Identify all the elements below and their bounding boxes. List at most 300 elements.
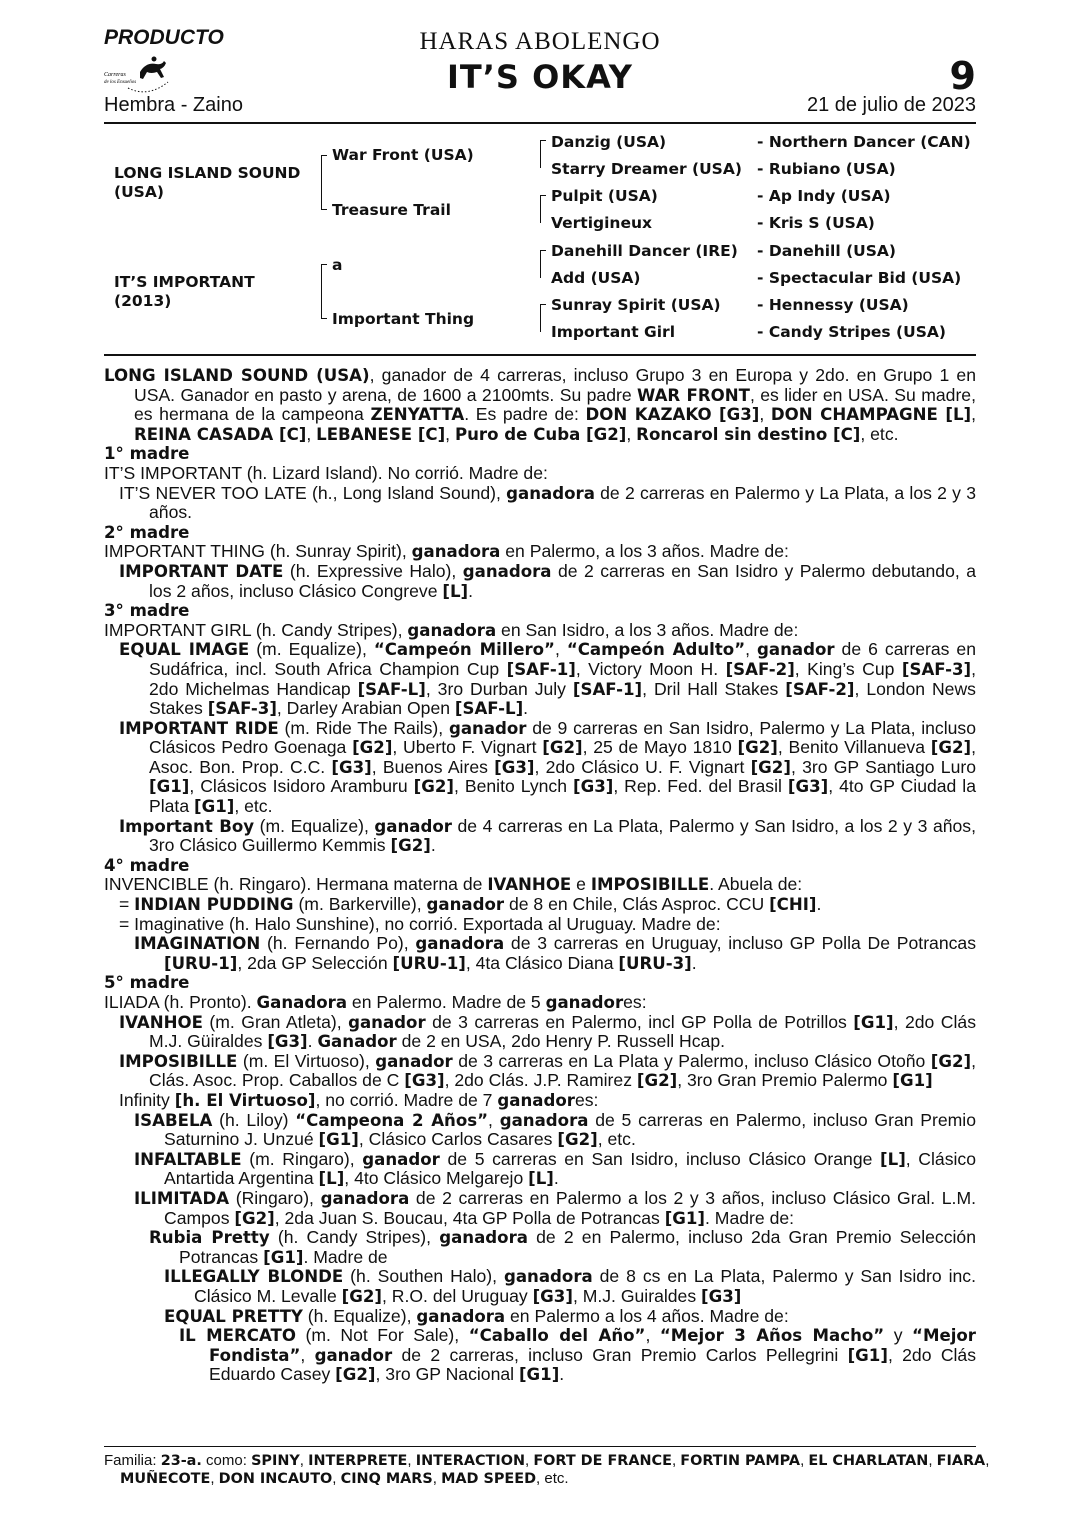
dam-entry	[104, 542, 976, 562]
horse-name: IT’S OKAY	[447, 58, 633, 96]
text-run: y	[884, 1325, 913, 1346]
bold-text-run: ganadora	[415, 934, 505, 954]
text-run: , etc.	[597, 1129, 636, 1150]
bold-text-run: ganador	[426, 895, 505, 915]
gen3-ancestor: Starry Dreamer (USA)	[551, 160, 742, 178]
text-run: (h. Expressive Halo),	[283, 560, 463, 581]
bold-text-run: ganador	[448, 718, 527, 738]
bold-text-run: IMAGINATION	[134, 934, 261, 954]
bold-text-run: [L]	[318, 1169, 345, 1189]
gen3-ancestor: Important Girl	[551, 323, 676, 341]
text-run: en Palermo, a los 3 años. Madre de:	[500, 541, 789, 562]
text-run: , Asoc. Bon. Prop. C.C.	[149, 737, 976, 777]
text-run: , 4to Clásico Melgarejo	[344, 1168, 529, 1189]
bold-text-run: IL MERCATO	[179, 1326, 296, 1346]
produce-entry	[119, 1091, 976, 1111]
category-label: PRODUCTO	[104, 26, 224, 49]
bracket	[321, 155, 322, 210]
text-run: , Buenos Aires	[371, 756, 495, 777]
text-run: como:	[201, 1452, 252, 1469]
produce-entry	[134, 934, 976, 973]
text-run: de 2 carreras en San Isidro y Palermo debutando, a los 2 años, incluso Clásico Congreve	[149, 560, 977, 601]
text-run: , Clás. Asoc. Prop. Caballos de C	[149, 1050, 976, 1091]
sire-description	[104, 366, 976, 444]
gen3-ancestor: Sunray Spirit (USA)	[551, 296, 721, 314]
bold-text-run: [SAF-3]	[901, 659, 972, 679]
bold-text-run: [SAF-L]	[357, 679, 426, 699]
bold-text-run: Roncarol sin destino [C]	[636, 424, 861, 444]
text-run: de 2 en Palermo, incluso 2da Gran Premio Selección Potrancas	[179, 1227, 976, 1267]
text-run: , no corrió. Madre de 7	[315, 1089, 498, 1110]
bold-text-run: ganador	[375, 1051, 453, 1071]
text-run: de 4 carreras en La Plata, Palermo y San Isidro, a los 2 y 3 años, 3ro Clásico Guillermo Kemmis	[149, 815, 976, 856]
sex-color: Hembra - Zaino	[104, 94, 243, 116]
bold-text-run: INDIAN PUDDING	[134, 895, 294, 915]
gen4-ancestor: - Danehill (USA)	[757, 242, 896, 260]
footer-rule	[104, 1446, 976, 1447]
text-run: .	[559, 1364, 565, 1385]
text-run: ,	[306, 423, 317, 444]
bold-text-run: ILIMITADA	[134, 1188, 230, 1208]
text-run: . Madre de	[303, 1246, 388, 1267]
bold-text-run: Puro de Cuba [G2]	[454, 424, 627, 444]
text-run: IT’S NEVER TOO LATE (h., Long Island Sound),	[119, 482, 507, 503]
text-run: , es lider en USA. Su madre, es hermana de la campeona	[134, 384, 976, 425]
bold-text-run: [G2]	[234, 1208, 275, 1228]
dam-year: (2013)	[114, 292, 172, 310]
bold-text-run: [CHI]	[769, 895, 817, 915]
text-run: en Palermo. Madre de 5	[347, 992, 546, 1012]
bold-text-run: [L]	[442, 581, 469, 601]
dam-heading: 1° madre	[104, 444, 190, 464]
bold-text-run: Ganador	[317, 1032, 397, 1052]
text-run: de 2 carreras, incluso Gran Premio Carlos Pellegrini	[392, 1344, 848, 1365]
bold-text-run: [SAF-1]	[506, 659, 576, 679]
text-run: IMPORTANT THING (h. Sunray Spirit),	[104, 541, 412, 562]
produce-entry	[119, 484, 976, 523]
produce-entry	[164, 1267, 976, 1306]
text-run: , Clásico Antartida Argentina	[164, 1148, 976, 1189]
text-run: ,	[745, 639, 757, 660]
breeder-name: HARAS ABOLENGO	[419, 28, 661, 55]
bold-text-run: [G1]	[263, 1247, 304, 1267]
bold-text-run: ganadora	[407, 620, 497, 640]
gen4-ancestor: - Kris S (USA)	[757, 214, 875, 232]
bold-text-run: [G2]	[636, 1071, 678, 1091]
text-run: ,	[445, 423, 455, 444]
text-run: de 5 carreras en San Isidro, incluso Clásico Orange	[439, 1148, 881, 1169]
produce-entry	[119, 915, 976, 935]
text-run: IMPORTANT GIRL (h. Candy Stripes),	[104, 619, 408, 640]
bracket-tick	[321, 264, 327, 265]
gen3-ancestor: Add (USA)	[551, 269, 641, 287]
bold-text-run: INTERPRETE	[308, 1453, 408, 1469]
produce-entry	[149, 1228, 976, 1267]
lot-number: 9	[949, 54, 976, 98]
bold-text-run: INTERACTION	[415, 1453, 525, 1469]
text-run: .	[816, 894, 822, 915]
gen3-ancestor: Pulpit (USA)	[551, 187, 658, 205]
bold-text-run: IVANHOE	[119, 1012, 203, 1032]
text-run: . Es padre de:	[464, 404, 586, 425]
bold-text-run: ganador	[362, 1149, 440, 1169]
text-run: , 2do Clás. J.P. Ramirez	[444, 1070, 637, 1091]
bold-text-run: [G1]	[318, 1130, 359, 1150]
text-run: (h. Liloy)	[212, 1109, 296, 1130]
text-run: =	[119, 894, 135, 915]
bold-text-run: ZENYATTA	[370, 405, 465, 425]
bold-text-run: [SAF-3]	[207, 699, 277, 719]
produce-entry	[119, 817, 976, 856]
text-run: de 8 en Chile, Clás Asproc. CCU	[504, 894, 770, 915]
text-run: ,	[332, 1470, 341, 1487]
text-run: , Dril Hall Stakes	[642, 678, 786, 699]
text-run: ,	[554, 639, 567, 660]
text-run: , 2do Michelmas Handicap	[149, 658, 977, 699]
bold-text-run: INFALTABLE	[134, 1149, 242, 1169]
text-run: , ganador de 4 carreras, incluso Grupo 3 en Europa y 2do. en Grupo 1 en USA. Ganador en pasto y arena, de 1600 a 2100mts. Su padre	[134, 365, 976, 405]
dam-heading: 3° madre	[104, 601, 190, 621]
gen2-sire-dam: Treasure Trail	[332, 201, 451, 219]
text-run: , 2da Juan S. Boucau, 4ta GP Polla de Potrancas	[274, 1207, 665, 1228]
text-run: (h. Candy Stripes),	[269, 1227, 440, 1248]
text-run: ,	[299, 1452, 309, 1469]
dam-heading: 2° madre	[104, 522, 190, 542]
bold-text-run: SPINY	[251, 1453, 300, 1469]
text-run: INVENCIBLE (h. Ringaro). Hermana materna de	[104, 874, 488, 895]
text-run: ,	[985, 1452, 990, 1469]
bold-text-run: [G2]	[335, 1365, 376, 1385]
text-run: Familia:	[104, 1452, 161, 1469]
bold-text-run: FIARA	[936, 1453, 986, 1469]
bold-text-run: [URU-1]	[164, 953, 238, 973]
text-run: de 2 carreras en Palermo a los 2 y 3 años, incluso Clásico Gral. L.M. Campos	[164, 1187, 976, 1228]
bold-text-run: ISABELA	[134, 1110, 213, 1130]
text-run: Infinity	[119, 1089, 175, 1110]
sire-name: LONG ISLAND SOUND	[114, 164, 301, 182]
bold-text-run: EL CHARLATAN	[808, 1453, 929, 1469]
bold-text-run: ganadora	[439, 1228, 528, 1248]
bold-text-run: ganadora	[411, 542, 501, 562]
text-run: , 3ro Gran Premio Palermo	[677, 1070, 893, 1091]
gen2-dam-dam: Important Thing	[332, 310, 475, 328]
produce-entry	[134, 1150, 976, 1189]
text-run: ,	[800, 1452, 809, 1469]
bracket	[540, 195, 541, 223]
text-run: , 3ro GP Santiago Luro	[790, 756, 976, 777]
text-run: , 2da GP Selección	[237, 952, 393, 973]
bold-text-run: ILLEGALLY BLONDE	[164, 1267, 344, 1287]
bold-text-run: DON KAZAKO [G3]	[585, 405, 760, 425]
bold-text-run: ganadora	[499, 1110, 589, 1130]
bold-text-run: “Campeona 2 Años”	[295, 1110, 489, 1130]
bold-text-run: [G2]	[341, 1286, 382, 1306]
bold-text-run: EQUAL IMAGE	[119, 640, 250, 660]
text-run: .	[553, 1168, 559, 1189]
pedigree-table	[0, 0, 1080, 360]
bold-text-run: “Mejor 3 Años Macho”	[659, 1326, 885, 1346]
catalog-text	[104, 366, 976, 1385]
text-run: , 3ro Durban July	[425, 678, 573, 699]
text-run: (m. El Virtuoso),	[237, 1050, 376, 1071]
text-run: ,	[671, 1452, 681, 1469]
bold-text-run: [G2]	[542, 738, 583, 758]
bold-text-run: MAD SPEED	[441, 1471, 537, 1487]
text-run: , 2do Clás M.J. Güiraldes	[149, 1011, 976, 1052]
bold-text-run: [G1]	[853, 1012, 894, 1032]
bold-text-run: IMPOSIBILLE	[590, 875, 710, 895]
text-run: de 2 carreras en Palermo y La Plata, a los 2 y 3 años.	[149, 482, 976, 523]
dam-heading: 5° madre	[104, 973, 190, 993]
text-run: , 3ro GP Nacional	[375, 1364, 519, 1385]
bold-text-run: [G2]	[352, 738, 393, 758]
sire-origin: (USA)	[114, 183, 164, 201]
text-run: de 2 en USA, 2do Henry P. Russell Hcap.	[396, 1031, 726, 1052]
gen3-ancestor: Danzig (USA)	[551, 133, 667, 151]
text-run: , 25 de Mayo 1810	[582, 737, 738, 758]
text-run: , etc.	[234, 796, 273, 817]
text-run: , King’s Cup	[794, 658, 902, 679]
bold-text-run: [G3]	[701, 1286, 742, 1306]
dam-line-sections	[104, 444, 976, 1385]
text-run: , 4to GP Ciudad la Plata	[149, 776, 976, 817]
text-run: (Ringaro),	[229, 1187, 321, 1208]
bold-text-run: DON INCAUTO	[218, 1471, 333, 1487]
produce-entry	[179, 1326, 976, 1385]
bold-text-run: Rubia Pretty	[149, 1228, 270, 1248]
text-run: (m. Ride The Rails),	[278, 717, 449, 738]
bold-text-run: “Mejor Fondista”	[209, 1326, 976, 1365]
text-run: , Clásico Carlos Casares	[358, 1129, 558, 1150]
text-run: de 3 carreras en La Plata y Palermo, incluso Clásico Otoño	[452, 1050, 931, 1071]
bold-text-run: ganador	[497, 1090, 575, 1110]
text-run: (h. Fernando Po),	[260, 933, 416, 954]
bold-text-run: [G3]	[331, 757, 372, 777]
text-run: , Darley Arabian Open	[276, 698, 455, 719]
gen4-ancestor: - Spectacular Bid (USA)	[757, 269, 962, 287]
dam-name: IT’S IMPORTANT	[114, 273, 255, 291]
bracket	[540, 140, 541, 168]
bold-text-run: [G3]	[267, 1032, 308, 1052]
bold-text-run: FORT DE FRANCE	[533, 1453, 672, 1469]
produce-entry	[164, 1307, 976, 1327]
text-run: ,	[488, 1109, 500, 1130]
text-run: .	[691, 952, 697, 973]
produce-entry	[119, 895, 976, 915]
text-run: , etc.	[860, 423, 899, 444]
text-run: , 4ta Clásico Diana	[465, 952, 619, 973]
text-run: ,	[300, 1344, 315, 1365]
text-run: de 8 cs en La Plata, Palermo y San Isidro inc. Clásico M. Levalle	[194, 1266, 976, 1306]
bold-text-run: ganadora	[462, 561, 552, 581]
bold-text-run: [URU-3]	[618, 953, 692, 973]
text-run: ,	[759, 404, 771, 425]
bracket-tick	[540, 250, 546, 251]
bracket	[321, 264, 322, 319]
bracket-tick	[540, 195, 546, 196]
bold-text-run: IMPOSIBILLE	[119, 1051, 238, 1071]
text-run: e	[571, 874, 591, 895]
text-run: , 2do Clás Eduardo Casey	[209, 1344, 977, 1385]
bold-text-run: [G3]	[787, 777, 829, 797]
text-run: en Palermo a los 4 años. Madre de:	[505, 1305, 789, 1326]
bold-text-run: “Campeón Adulto”	[566, 640, 746, 660]
text-run: (h. Equalize),	[302, 1305, 417, 1326]
text-run: , Clásicos Isidoro Aramburu	[189, 776, 414, 797]
text-run: , Uberto F. Vignart	[392, 737, 543, 758]
text-run: de 5 carreras en Palermo, incluso Gran Premio Saturnino J. Unzué	[164, 1109, 976, 1150]
produce-entry	[119, 640, 976, 718]
bold-text-run: LEBANESE [C]	[316, 424, 446, 444]
dam-entry	[104, 621, 976, 641]
text-run: , Benito Villanueva	[777, 737, 931, 758]
text-run: de 6 carreras en Sudáfrica, incl. South Africa Champion Cup	[149, 639, 976, 679]
text-run: ,	[432, 1470, 442, 1487]
bracket-tick	[321, 155, 327, 156]
bold-text-run: [G2]	[390, 836, 431, 856]
text-run: ,	[407, 1452, 416, 1469]
bold-text-run: ganadora	[416, 1306, 506, 1326]
bold-text-run: [G1]	[149, 777, 190, 797]
dam-heading: 4° madre	[104, 855, 190, 875]
text-run: , Rep. Fed. del Brasil	[613, 776, 788, 797]
bold-text-run: ganador	[314, 1345, 393, 1365]
text-run: , Benito Lynch	[454, 776, 573, 797]
bracket-tick	[540, 304, 546, 305]
text-run: , London News Stakes	[149, 678, 976, 719]
dam-entry	[104, 993, 976, 1013]
bold-text-run: ganadora	[506, 483, 595, 503]
bold-text-run: [G1]	[892, 1071, 933, 1091]
bold-text-run: [G2]	[930, 738, 972, 758]
produce-entry	[119, 1013, 976, 1052]
bold-text-run: [SAF-1]	[572, 679, 643, 699]
bold-text-run: LONG ISLAND SOUND (USA)	[104, 366, 370, 385]
bold-text-run: ganadora	[320, 1188, 410, 1208]
text-run: ,	[971, 404, 977, 425]
bold-text-run: ganador	[545, 993, 624, 1012]
gen4-ancestor: - Northern Dancer (CAN)	[757, 133, 971, 151]
bold-text-run: [SAF-L]	[454, 699, 524, 719]
text-run: ,	[928, 1452, 937, 1469]
bold-text-run: [G3]	[532, 1286, 573, 1306]
text-run: ,	[210, 1470, 219, 1487]
text-run: (m. Gran Atleta),	[202, 1011, 349, 1032]
gen4-ancestor: - Ap Indy (USA)	[757, 187, 891, 205]
text-run: , M.J. Guiraldes	[572, 1285, 702, 1306]
text-run: es:	[623, 992, 647, 1012]
bracket-tick	[321, 318, 327, 319]
bold-text-run: IMPORTANT DATE	[119, 561, 284, 581]
text-run: de 3 carreras en Uruguay, incluso GP Polla De Potrancas	[504, 933, 976, 954]
bold-text-run: “Caballo del Año”	[468, 1326, 646, 1346]
produce-entry	[134, 1111, 976, 1150]
gen4-ancestor: - Hennessy (USA)	[757, 296, 909, 314]
gen3-ancestor: Danehill Dancer (IRE)	[551, 242, 738, 260]
bold-text-run: [URU-1]	[392, 953, 466, 973]
text-run: (m. Equalize),	[249, 639, 374, 660]
bold-text-run: EQUAL PRETTY	[164, 1306, 303, 1326]
bold-text-run: [G3]	[404, 1071, 445, 1091]
gen4-ancestor: - Rubiano (USA)	[757, 160, 896, 178]
bracket-tick	[321, 209, 327, 210]
produce-entry	[134, 1189, 976, 1228]
gen2-sire-sire: War Front (USA)	[332, 146, 474, 164]
bold-text-run: ganador	[374, 816, 452, 836]
text-run: ILIADA (h. Pronto).	[104, 992, 257, 1012]
text-run: (m. Not For Sale),	[295, 1325, 469, 1346]
bold-text-run: [G1]	[518, 1365, 560, 1385]
bold-text-run: REINA CASADA [C]	[134, 424, 307, 444]
text-run: , etc.	[536, 1470, 569, 1487]
dam-entry	[104, 875, 976, 895]
bold-text-run: [G1]	[664, 1208, 706, 1228]
text-run: de 3 carreras en Palermo, incl GP Polla de Potrillos	[425, 1011, 854, 1032]
text-run: . Abuela de:	[709, 874, 803, 895]
bold-text-run: [G1]	[194, 797, 235, 817]
bold-text-run: [h. El Virtuoso]	[174, 1090, 316, 1110]
bold-text-run: IVANHOE	[487, 875, 572, 895]
bracket	[540, 250, 541, 278]
text-run: ,	[645, 1325, 660, 1346]
text-run: .	[468, 580, 474, 601]
bold-text-run: [G2]	[930, 1051, 972, 1071]
text-run: = Imaginative (h. Halo Sunshine), no corrió. Exportada al Uruguay. Madre de:	[119, 913, 721, 934]
bold-text-run: ganadora	[503, 1267, 593, 1287]
text-run: ,	[626, 423, 637, 444]
text-run: .	[430, 835, 436, 856]
bold-text-run: [G3]	[572, 777, 614, 797]
text-run: .	[523, 698, 529, 719]
bold-text-run: [SAF-2]	[785, 679, 855, 699]
text-run: (h. Southen Halo),	[343, 1266, 504, 1287]
text-run: es:	[574, 1089, 599, 1110]
pedigree-rule	[104, 354, 976, 356]
text-run: (m. Equalize),	[254, 815, 375, 836]
bold-text-run: [L]	[880, 1149, 906, 1169]
bold-text-run: ganador	[757, 640, 835, 660]
text-run: , R.O. del Uruguay	[382, 1285, 533, 1306]
bold-text-run: 23-a.	[160, 1453, 202, 1469]
bold-text-run: IMPORTANT RIDE	[119, 718, 279, 738]
gen2-dam-sire: a	[332, 256, 343, 274]
bold-text-run: [G1]	[847, 1345, 888, 1365]
produce-entry	[119, 562, 976, 601]
text-run: (m. Ringaro),	[241, 1148, 363, 1169]
bold-text-run: [G3]	[494, 757, 535, 777]
bold-text-run: Important Boy	[119, 816, 255, 836]
bold-text-run: [G2]	[737, 738, 778, 758]
bracket-tick	[540, 140, 546, 141]
bold-text-run: DON CHAMPAGNE [L]	[770, 405, 972, 425]
text-run: , 2do Clásico U. F. Vignart	[534, 756, 751, 777]
text-run: ,	[525, 1452, 534, 1469]
bold-text-run: CINQ MARS	[340, 1471, 433, 1487]
text-run: . Madre de:	[705, 1207, 795, 1228]
dam-entry	[104, 464, 976, 484]
produce-entry	[119, 719, 976, 817]
produce-entry	[119, 1052, 976, 1091]
text-run: .	[307, 1031, 318, 1052]
gen3-ancestor: Vertigineux	[551, 214, 653, 232]
bracket	[540, 304, 541, 332]
bold-text-run: [L]	[528, 1169, 554, 1189]
text-run: , Victory Moon H.	[575, 658, 726, 679]
text-run: en San Isidro, a los 3 años. Madre de:	[496, 619, 799, 640]
bold-text-run: “Campeón Millero”	[373, 640, 555, 660]
svg-text:de los Ensueños: de los Ensueños	[104, 80, 137, 85]
bold-text-run: ganador	[348, 1012, 426, 1032]
